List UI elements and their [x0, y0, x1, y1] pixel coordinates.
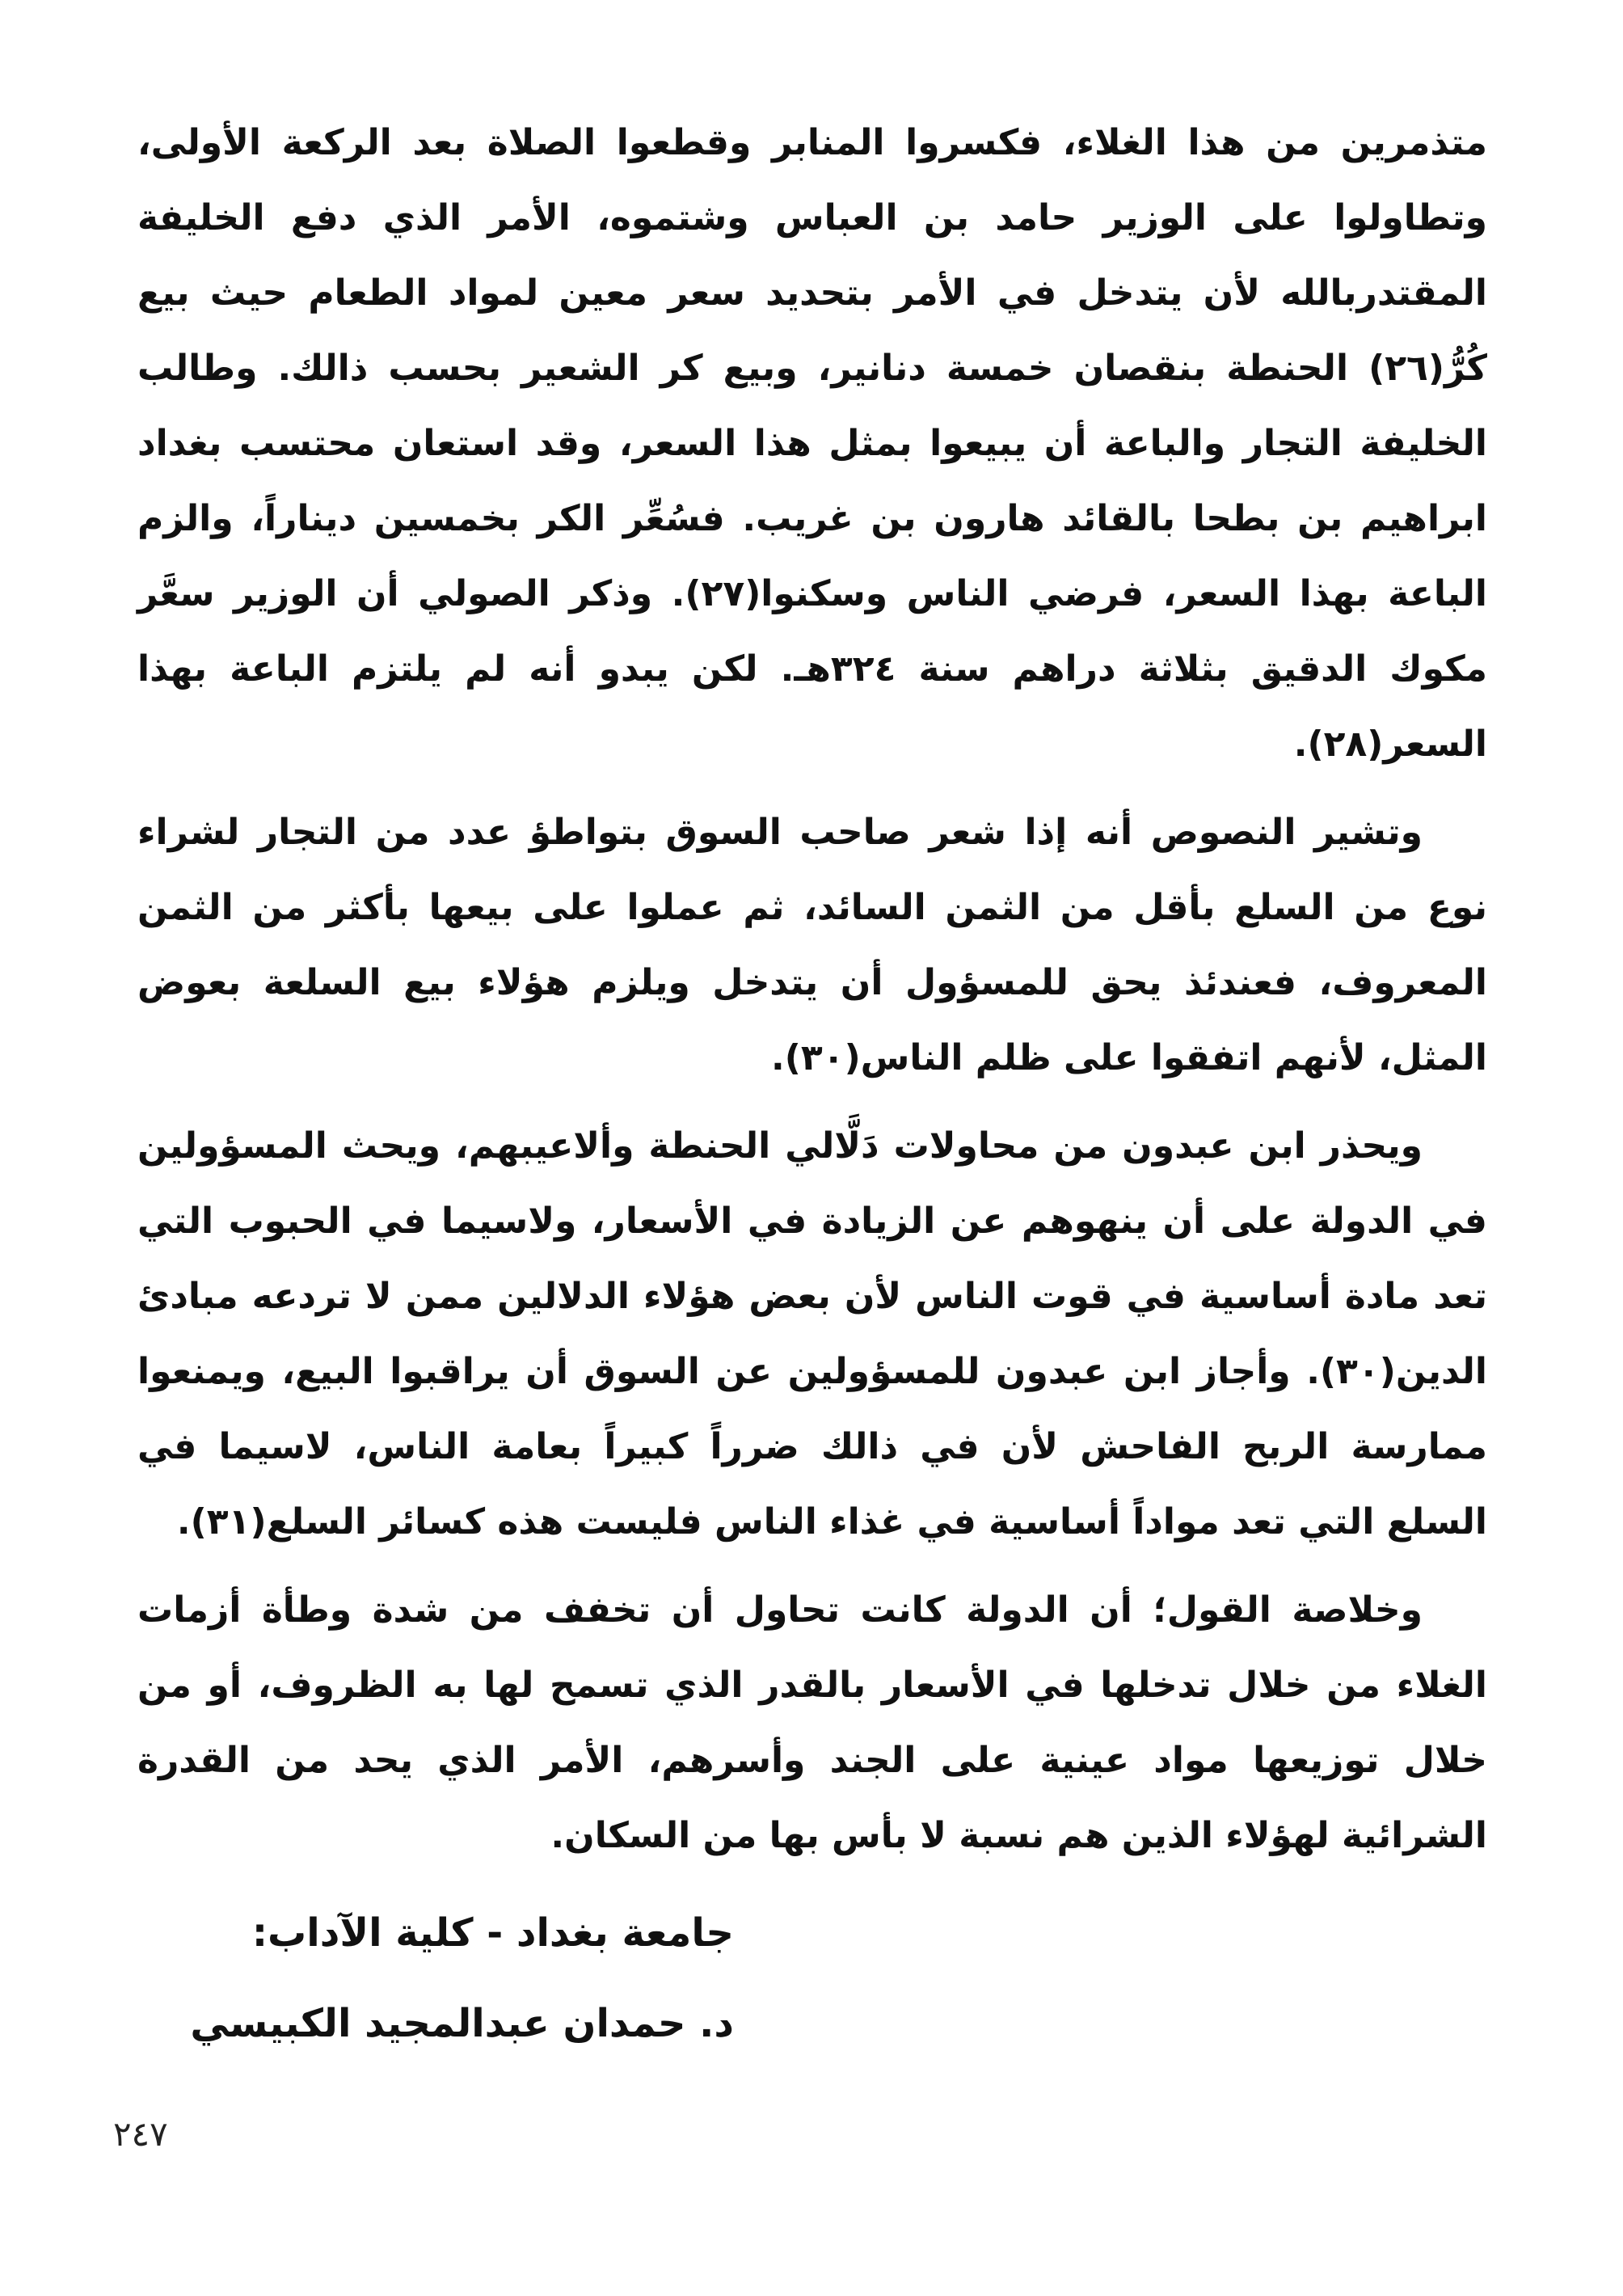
author-name: د. حمدان عبدالمجيد الكبيسي: [190, 2001, 734, 2046]
author-signature-block: [87, 1888, 734, 2069]
paragraph: وخلاصة القول؛ أن الدولة كانت تحاول أن تخفف من شدة وطأة أزمات الغلاء من خلال تدخلها في الأسعار بالقدر الذي تسمح لها به الظروف، أو من خلال توزيعها مواد عينية على الجند وأسرهم، الأمر الذي يحد من القدرة الشرائية لهؤلاء الذين هم نسبة لا بأس بها من السكان.: [137, 1589, 1487, 1856]
body-text: [137, 105, 1487, 1886]
page-number: ٢٤٧: [113, 2114, 168, 2154]
paragraph: وتشير النصوص أنه إذا شعر صاحب السوق بتواطؤ عدد من التجار لشراء نوع من السلع بأقل من الثمن السائد، ثم عملوا على بيعها بأكثر من الثمن المعروف، فعندئذ يحق للمسؤول أن يتدخل ويلزم هؤلاء بيع السلعة بعوض المثل، لأنهم اتفقوا على ظلم الناس(٣٠).: [137, 812, 1487, 1078]
paragraph: ويحذر ابن عبدون من محاولات دَلَّالي الحنطة وألاعيبهم، ويحث المسؤولين في الدولة على أن ينهوهم عن الزيادة في الأسعار، ولاسيما في الحبوب التي تعد مادة أساسية في قوت الناس لأن بعض هؤلاء الدلالين ممن لا تردعه مبادئ الدين(٣٠). وأجاز ابن عبدون للمسؤولين عن السوق أن يراقبوا البيع، ويمنعوا ممارسة الربح الفاحش لأن في ذالك ضرراً كبيراً بعامة الناس، لاسيما في السلع التي تعد مواداً أساسية في غذاء الناس فليست هذه كسائر السلع(٣١).: [137, 1125, 1487, 1543]
author-affiliation: جامعة بغداد - كلية الآداب:: [251, 1910, 734, 1956]
paragraph: متذمرين من هذا الغلاء، فكسروا المنابر وقطعوا الصلاة بعد الركعة الأولى، وتطاولوا على الوزير حامد بن العباس وشتموه، الأمر الذي دفع الخليفة المقتدربالله لأن يتدخل في الأمر بتحديد سعر معين لمواد الطعام حيث بيع كُرُّ(٢٦) الحنطة بنقصان خمسة دنانير، وبيع كر الشعير بحسب ذالك. وطالب الخليفة التجار والباعة أن يبيعوا بمثل هذا السعر، وقد استعان محتسب بغداد ابراهيم بن بطحا بالقائد هارون بن غريب. فسُعِّر الكر بخمسين ديناراً، والزم الباعة بهذا السعر، فرضي الناس وسكنوا(٢٧). وذكر الصولي أن الوزير سعَّر مكوك الدقيق بثلاثة دراهم سنة ٣٢٤هـ. لكن يبدو أنه لم يلتزم الباعة بهذا السعر(٢٨).: [137, 122, 1487, 765]
